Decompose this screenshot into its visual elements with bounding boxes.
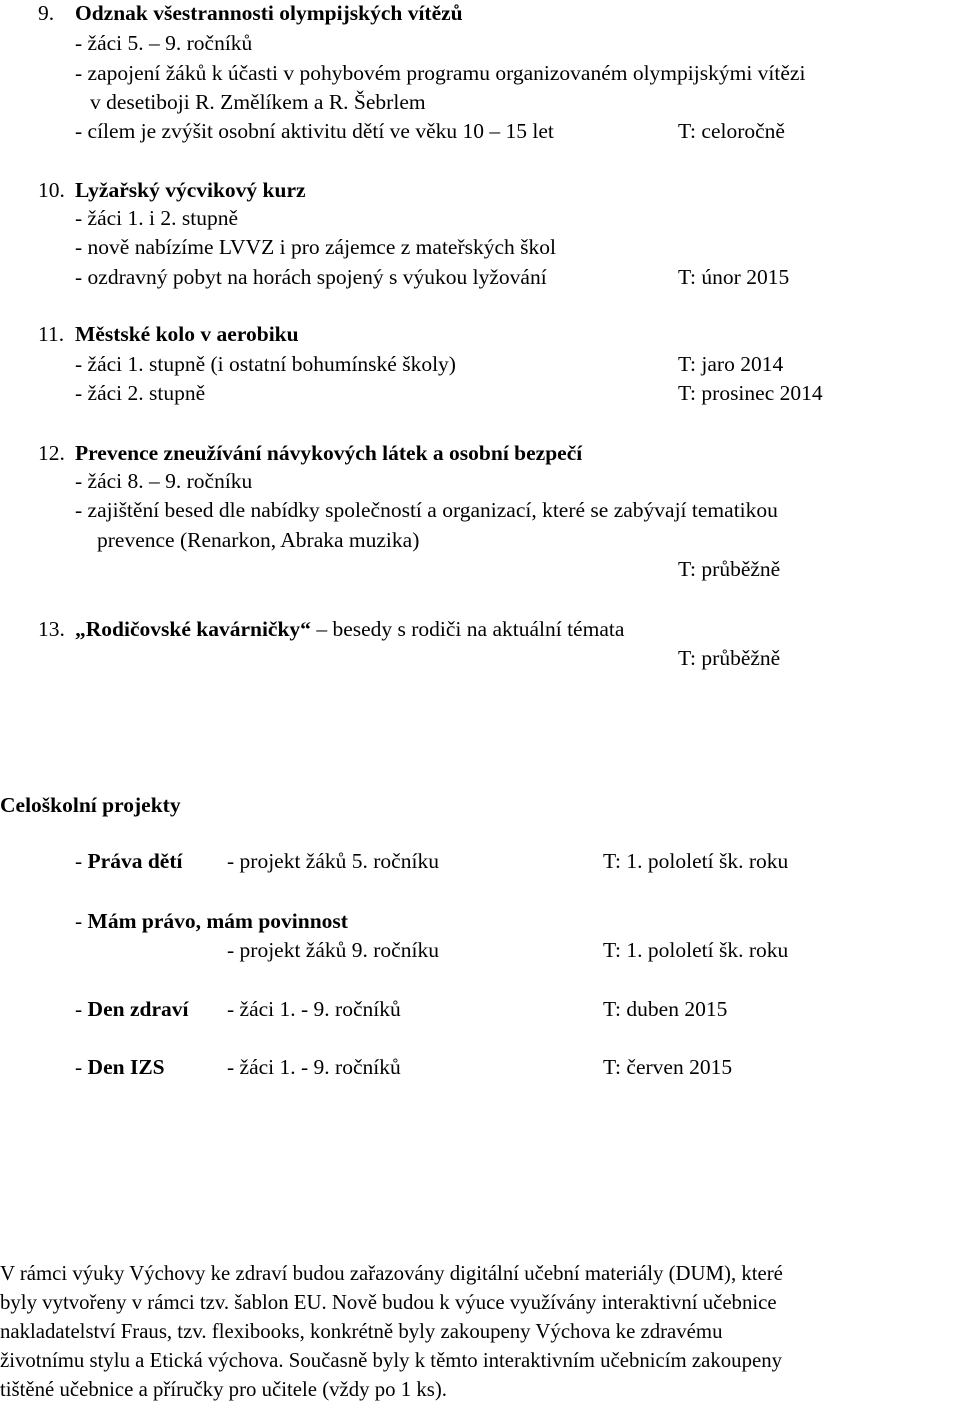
item-10-title: Lyžařský výcvikový kurz <box>75 178 306 202</box>
item-11-term: T: jaro 2014 <box>678 352 784 376</box>
project-dash: - <box>75 849 88 873</box>
project-detail: - projekt žáků 9. ročníku <box>227 938 439 962</box>
project-row <box>75 1057 165 1079</box>
item-11-term: T: prosinec 2014 <box>678 381 823 405</box>
project-detail: - projekt žáků 5. ročníku <box>227 849 439 873</box>
project-row <box>75 851 182 873</box>
projects-heading: Celoškolní projekty <box>0 793 181 817</box>
project-term: T: červen 2015 <box>603 1055 733 1079</box>
item-9-term: T: celoročně <box>678 119 785 143</box>
item-12-line: prevence (Renarkon, Abraka muzika) <box>97 528 420 552</box>
project-term: T: duben 2015 <box>603 997 728 1021</box>
project-name: Den zdraví <box>87 997 189 1021</box>
item-11-title: Městské kolo v aerobiku <box>75 322 299 346</box>
item-9-line: - zapojení žáků k účasti v pohybovém programu organizovaném olympijskými vítězi <box>75 61 806 85</box>
paragraph-line: V rámci výuky Výchovy ke zdraví budou zařazovány digitální učební materiály (DUM), které <box>0 1262 783 1285</box>
item-10-term: T: únor 2015 <box>678 265 790 289</box>
item-12-term: T: průběžně <box>678 557 781 581</box>
item-9-line: v desetiboji R. Změlíkem a R. Šebrlem <box>90 90 426 114</box>
project-name: Mám právo, mám povinnost <box>87 909 348 933</box>
item-13-line <box>75 619 624 641</box>
project-dash: - <box>75 997 88 1021</box>
item-11-number: 11. <box>38 322 65 346</box>
paragraph-line: nakladatelství Fraus, tzv. flexibooks, konkrétně byly zakoupeny Výchova ke zdravému <box>0 1320 723 1343</box>
project-detail: - žáci 1. - 9. ročníků <box>227 1055 401 1079</box>
project-name: Práva dětí <box>87 849 183 873</box>
item-9-line: - žáci 5. – 9. ročníků <box>75 31 253 55</box>
item-13-rest: – besedy s rodiči na aktuální témata <box>310 617 625 641</box>
project-dash: - <box>75 909 88 933</box>
item-10-number: 10. <box>38 178 65 202</box>
item-10-line: - nově nabízíme LVVZ i pro zájemce z mateřských škol <box>75 235 556 259</box>
item-9-number: 9. <box>38 1 55 25</box>
paragraph-line: tištěné učebnice a příručky pro učitele (vždy po 1 ks). <box>0 1378 447 1401</box>
project-term: T: 1. pololetí šk. roku <box>603 938 789 962</box>
item-13-number: 13. <box>38 617 65 641</box>
item-10-line: - ozdravný pobyt na horách spojený s výukou lyžování <box>75 265 547 289</box>
item-9-line: - cílem je zvýšit osobní aktivitu dětí ve věku 10 – 15 let <box>75 119 554 143</box>
project-dash: - <box>75 1055 88 1079</box>
item-12-title: Prevence zneužívání návykových látek a osobní bezpečí <box>75 441 583 465</box>
item-12-line: - zajištění besed dle nabídky společností a organizací, které se zabývají tematikou <box>75 498 778 522</box>
item-11-line: - žáci 1. stupně (i ostatní bohumínské školy) <box>75 352 456 376</box>
project-term: T: 1. pololetí šk. roku <box>603 849 789 873</box>
paragraph-line: byly vytvořeny v rámci tzv. šablon EU. Nově budou k výuce využívány interaktivní učebnice <box>0 1291 777 1314</box>
project-row <box>75 999 188 1021</box>
item-10-line: - žáci 1. i 2. stupně <box>75 206 238 230</box>
project-row <box>75 911 348 933</box>
project-detail: - žáci 1. - 9. ročníků <box>227 997 401 1021</box>
item-9-title: Odznak všestrannosti olympijských vítězů <box>75 1 463 25</box>
item-13-term: T: průběžně <box>678 646 781 670</box>
item-12-line: - žáci 8. – 9. ročníku <box>75 469 253 493</box>
paragraph-line: životnímu stylu a Etická výchova. Současně byly k těmto interaktivním učebnicím zakoupeny <box>0 1349 783 1372</box>
item-13-title: „Rodičovské kavárničky“ <box>75 617 311 641</box>
project-name: Den IZS <box>87 1055 165 1079</box>
item-11-line: - žáci 2. stupně <box>75 381 206 405</box>
item-12-number: 12. <box>38 441 65 465</box>
